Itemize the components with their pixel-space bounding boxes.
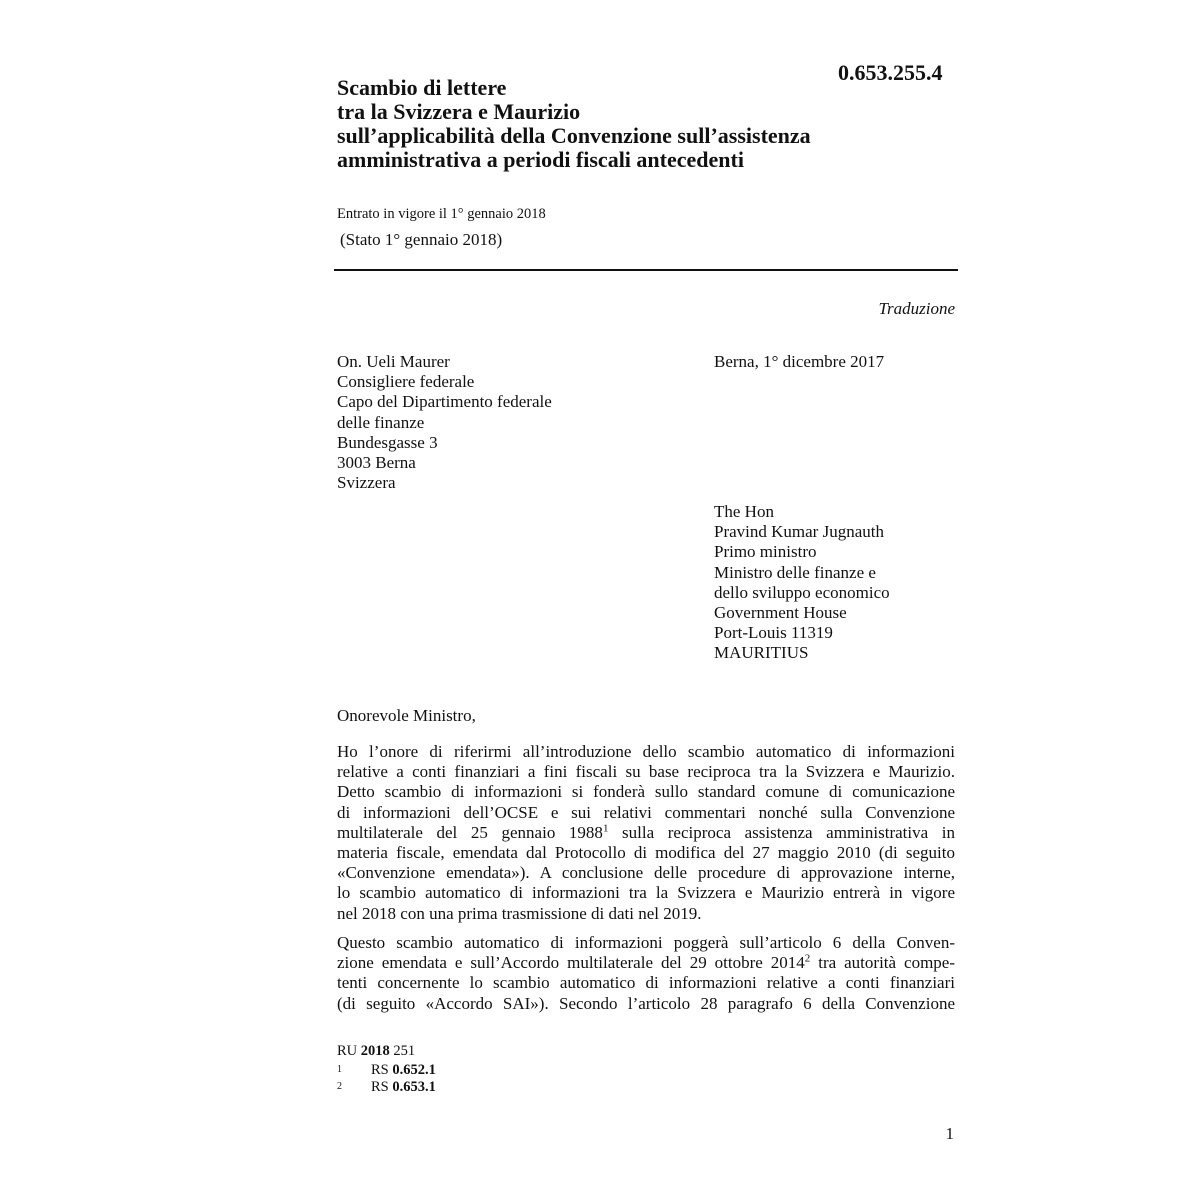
official-compilation-ref: [337, 1043, 415, 1060]
paragraph-line: relative a conti finanziari a fini fiscali su base reciproca tra la Svizzera e Maurizio.: [337, 762, 955, 782]
salutation: Onorevole Ministro,: [337, 706, 476, 725]
footnotes: [337, 1062, 436, 1095]
address-line: Primo ministro: [714, 542, 817, 562]
footnote-number: 2: [337, 1080, 342, 1092]
paragraph-line: «Convenzione emendata»). A conclusione delle procedure di approvazione interne,: [337, 863, 955, 883]
footnote-ref-2[interactable]: 2: [804, 952, 811, 965]
ru-page: 251: [393, 1043, 416, 1059]
translation-label: Traduzione: [878, 299, 955, 318]
paragraph-text: zione emendata e sull’Accordo multilaterale del 29 ottobre 2014: [337, 953, 805, 973]
paragraph-line: (di seguito «Accordo SAI»). Secondo l’articolo 28 paragrafo 6 della Convenzione: [337, 993, 955, 1013]
address-line: Pravind Kumar Jugnauth: [714, 522, 884, 542]
address-line: dello sviluppo economico: [714, 582, 890, 602]
place-and-date: [714, 352, 884, 372]
title-line: amministrativa a periodi fiscali antecedenti: [337, 147, 744, 172]
footnote-ref-link[interactable]: 0.653.1: [392, 1078, 436, 1095]
paragraph-text: tra autorità compe-: [810, 953, 955, 973]
address-line: On. Ueli Maurer: [337, 352, 450, 371]
title-line: tra la Svizzera e Maurizio: [337, 99, 581, 124]
entry-into-force: Entrato in vigore il 1° gennaio 2018: [337, 206, 546, 222]
ru-prefix: RU: [337, 1043, 358, 1059]
paragraph-text: sulla reciproca assistenza amministrativa in: [608, 822, 955, 842]
paragraph-line: Questo scambio automatico di informazioni poggerà sull’articolo 6 della Conven-: [337, 933, 955, 952]
footnote-ref-1[interactable]: 1: [602, 822, 609, 835]
paragraph-line: Ho l’onore di riferirmi all’introduzione dello scambio automatico di informazioni: [337, 742, 955, 761]
address-line: Ministro delle finanze e: [714, 562, 876, 582]
address-line: Capo del Dipartimento federale: [337, 392, 552, 412]
address-line: The Hon: [714, 502, 774, 521]
paragraph-text: multilaterale del 25 gennaio 1988: [337, 822, 603, 842]
paragraph-line: lo scambio automatico di informazioni tra la Svizzera e Maurizio entrerà in vigore: [337, 883, 955, 903]
document-title: [337, 76, 957, 172]
header-divider: [334, 269, 958, 271]
address-line: delle finanze: [337, 412, 425, 432]
body-paragraph-1: [337, 742, 955, 924]
address-line: Government House: [714, 603, 847, 623]
paragraph-line: [337, 823, 955, 843]
paragraph-line: nel 2018 con una prima trasmissione di dati nel 2019.: [337, 903, 702, 923]
address-line: Port-Louis 11319: [714, 623, 833, 643]
recipient-address: [714, 502, 890, 664]
footnote-ref-link[interactable]: 0.652.1: [392, 1062, 436, 1078]
place-date-text: Berna, 1° dicembre 2017: [714, 352, 885, 371]
footnote-prefix: RS: [371, 1062, 389, 1078]
status-date: (Stato 1° gennaio 2018): [340, 230, 503, 249]
body-paragraph-2: [337, 933, 955, 1014]
address-line: Bundesgasse 3: [337, 432, 438, 452]
paragraph-line: Detto scambio di informazioni si fonderà sullo standard comune di comunicazione: [337, 782, 955, 802]
page-number: 1: [945, 1124, 954, 1143]
title-line: sull’applicabilità della Convenzione sull’assistenza: [337, 123, 811, 148]
paragraph-line: di informazioni dell’OCSE e sui relativi commentari nonché sulla Convenzione: [337, 802, 955, 822]
footnote-prefix: RS: [371, 1078, 389, 1095]
footnote-1: [337, 1062, 436, 1079]
footnote-2: [337, 1079, 436, 1096]
paragraph-line: tenti concernente lo scambio automatico di informazioni relative a conti finanziari: [337, 973, 955, 993]
sender-address: [337, 352, 552, 493]
ru-year: 2018: [360, 1043, 390, 1059]
address-line: 3003 Berna: [337, 453, 416, 473]
address-line: MAURITIUS: [714, 643, 809, 663]
address-line: Svizzera: [337, 473, 396, 493]
footnote-number: 1: [337, 1064, 342, 1075]
address-line: Consigliere federale: [337, 372, 475, 392]
sr-number: 0.653.255.4: [838, 60, 943, 85]
paragraph-line: [337, 953, 955, 973]
paragraph-line: materia fiscale, emendata dal Protocollo di modifica del 27 maggio 2010 (di seguito: [337, 842, 955, 862]
title-line: Scambio di lettere: [337, 75, 507, 100]
